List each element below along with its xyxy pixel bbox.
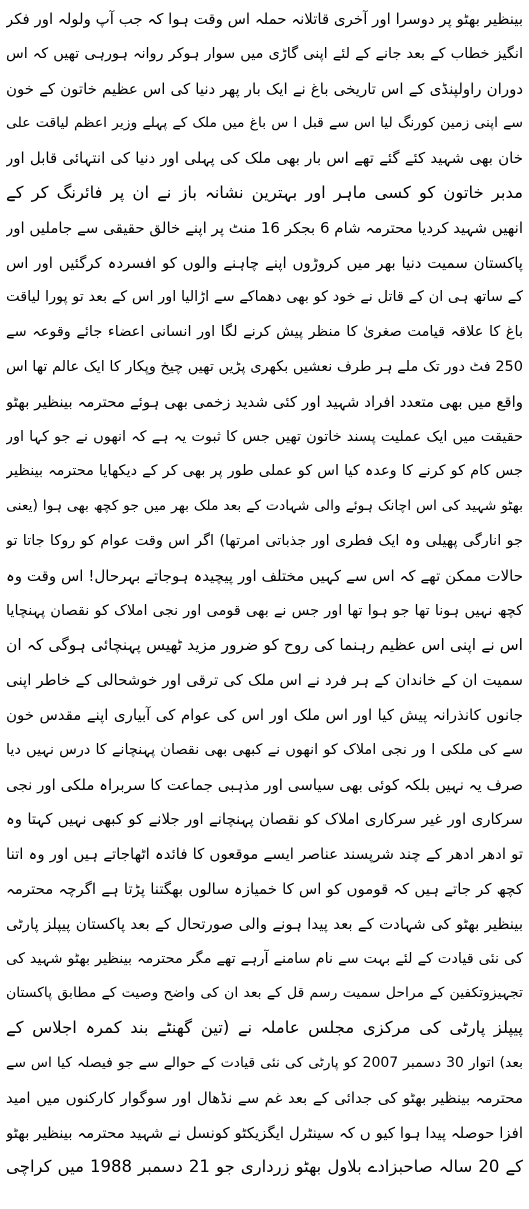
- text-line: مدبر خاتون کو کسی ماہر اور بہترین نشانہ باز نے ان پر فائرنگ کر کے: [6, 182, 523, 202]
- text-line: بھٹو شہید کی اس اچانک ہوئے والی شہادت کے بعد ملک بھر میں جو کچھ بھی ہوا (یعنی: [6, 498, 523, 515]
- text-line: بینظیر بھٹو کی شہادت کے بعد پیدا ہونے والی صورتحال کے بعد پاکستان پیپلز پارٹی: [6, 914, 523, 933]
- text-line: سے کی ملکی ا ور نجی املاک کو انھوں نے کبھی بھی نقصان پہنچانے کا درس نہیں دیا: [6, 741, 523, 758]
- text-line: جس کام کو کرنے کا وعدہ کیا اس کو عملی طور پر بھی کر کے دیکھایا محترمہ بینظیر: [6, 463, 523, 480]
- text-line: صرف یہ نہیں بلکہ کوئی بھی سیاسی اور مذہبی جماعت کا سربراہ ملکی اور نجی: [6, 775, 523, 794]
- text-line: تو ادھر ادھر کے چند شرپسند عناصر ایسے موقعوں کا فائدہ اٹھاجاتے ہیں اور وہ اتنا: [6, 845, 523, 864]
- text-line: کی نئی قیادت کے لئے بہت سے نام سامنے آرہے تھے مگر محترمہ بینظیر بھٹو شہید کی: [6, 950, 523, 967]
- text-line: جو انارگی پھیلی وہ ایک فطری اور جذباتی امرتھا) اگر اس وقت عوام کو روکا جاتا تو: [6, 532, 523, 549]
- text-line: افزا حوصلہ پیدا ہوا کیو ں کہ سینٹرل ایگزیکٹو کونسل نے شہید محترمہ بینظیر بھٹو: [6, 1123, 523, 1142]
- text-line: بعد) اتوار 30 دسمبر 2007 کو پارٹی کی نئی قیادت کے حوالے سے جو فیصلہ کیا اس سے: [6, 1054, 523, 1071]
- text-line: سمیت ان کے خاندان کے ہر فرد نے اس ملک کی ترقی اور خوشحالی کے خاطر اپنی: [6, 671, 523, 690]
- text-line: حقیقت میں ایک عملیت پسند خاتون تھیں جس کا ثبوت یہ ہے کہ انھوں نے جو کہا اور: [6, 428, 523, 445]
- text-line: محترمہ بینظیر بھٹو کی جدائی کے بعد غم سے نڈھال اور سوگوار کارکنوں میں امید: [6, 1088, 523, 1107]
- text-line: انگیز خطاب کے بعد جانے کے لئے اپنی گاڑی میں سوار ہوکر روانہ ہورہی تھیں کہ اس: [6, 45, 523, 62]
- text-line: دوران راولپنڈی کے اس تاریخی باغ نے ایک بار پھر دنیا کی اس عظیم خاتون کے خون: [6, 79, 523, 98]
- text-line: جانوں کانذرانہ پیش کیا اور اس ملک اور اس کی عوام کی آبیاری اپنے مقدس خون: [6, 705, 523, 724]
- text-line: انھیں شہید کردیا محترمہ شام 6 بجکر 16 منٹ پر اپنے خالق حقیقی سے جاملیں اور: [6, 218, 523, 237]
- text-line: سرکاری اور غیر سرکاری املاک کو نقصان پہنچانے اور جلانے کو کبھی نہیں کہتا وہ: [6, 810, 523, 829]
- article-text: [6, 2, 523, 1185]
- text-line: باغ کا علاقہ قیامت صغریٰ کا منظر پیش کرنے لگا اور انسانی اعضاء جائے وقوعہ سے: [6, 324, 523, 341]
- text-line: 250 فٹ دور تک ملے ہر طرف نعشیں بکھری پڑیں تھیں چیخ وپکار کا ایک عالم تھا اس: [6, 358, 523, 375]
- text-line: سے اپنی زمین کورنگ لیا اس سے قبل ا س باغ میں ملک کے پہلے وزیر اعظم لیاقت علی: [6, 115, 523, 132]
- text-line: واقع میں بھی متعدد افراد شہید اور کئی شدید زخمی بھی ہوئے محترمہ بینظیر بھٹو: [6, 392, 523, 411]
- text-line: اس نے اپنی اس عظیم رہنما کی روح کو ضرور مزید ٹھیس پہنچائی ہوگی کہ ان: [6, 636, 523, 655]
- text-line: خان بھی شہید کئے گئے تھے اس بار بھی ملک کی پہلی اور دنیا کی انتہائی قابل اور: [6, 149, 523, 168]
- text-line: کچھ نہیں ہونا تھا جو ہوا تھا اور جس نے بھی قومی اور نجی املاک کو نقصان پہنچایا: [6, 602, 523, 619]
- text-line: کے ساتھ ہی ان کے قاتل نے خود کو بھی دھماکے سے اڑالیا اور اس کے بعد تو پورا لیاقت: [6, 289, 523, 306]
- text-line: کچھ کر جاتے ہیں کہ قوموں کو اس کا خمیازہ سالوں بھگتنا پڑتا ہے اگرچہ محترمہ: [6, 879, 523, 898]
- text-line: کے 20 سالہ صاحبزادے بلاول بھٹو زرداری جو 21 دسمبر 1988 میں کراچی: [6, 1157, 523, 1177]
- text-line: حالات ممکن تھے کہ اس سے کہیں مختلف اور پیچیدہ ہوجاتے بہرحال! اس وقت وہ: [6, 566, 523, 585]
- text-line: پاکستان سمیت دنیا بھر میں کروڑوں اپنے چاہنے والوں کو افسردہ کرگئیں اور اس: [6, 253, 523, 272]
- text-line: پیپلز پارٹی کی مرکزی مجلس عاملہ نے (تین گھنٹے بند کمرہ اجلاس کے: [6, 1018, 523, 1038]
- text-line: تجہیزوتکفین کے مراحل سمیت رسم قل کے بعد ان کی واضح وصیت کے مطابق پاکستان: [6, 985, 523, 1002]
- text-line: بینظیر بھٹو پر دوسرا اور آخری قاتلانہ حملہ اس وقت ہوا کہ جب آپ ولولہ اور فکر: [6, 10, 523, 28]
